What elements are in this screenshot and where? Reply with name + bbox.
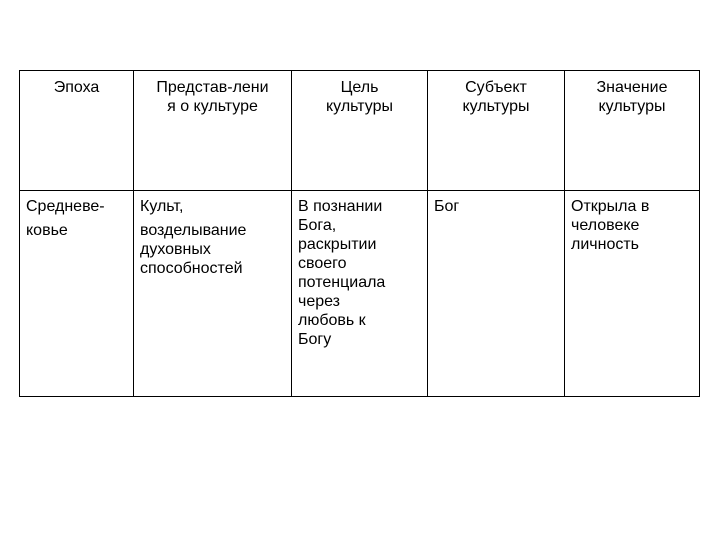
cell-goal-line-1: В познании: [298, 198, 383, 215]
header-meaning-line-2: культуры: [598, 98, 666, 115]
header-cell-meaning: [565, 71, 700, 191]
table-row: [20, 191, 700, 397]
cell-meaning-line-1: Открыла в: [571, 198, 650, 215]
header-epoch-text: Эпоха: [53, 79, 100, 96]
cell-goal-line-2: Бога,: [298, 217, 337, 234]
cell-goal-line-4: своего: [298, 255, 347, 272]
cell-representation-line-3: духовных: [140, 241, 211, 258]
header-representation-line-1: Представ-лени: [156, 79, 269, 96]
cell-representation-line-1: Культ,: [140, 198, 184, 215]
header-cell-subject: [428, 71, 565, 191]
cell-epoch-line-1: Средневе-: [26, 198, 105, 215]
cell-epoch: [20, 191, 134, 397]
culture-table: [19, 70, 700, 397]
cell-goal-line-3: раскрытии: [298, 236, 377, 253]
header-goal-line-1: Цель: [340, 79, 379, 96]
header-row: [20, 71, 700, 191]
cell-goal: [292, 191, 428, 397]
cell-representation-line-4: способностей: [140, 260, 243, 277]
cell-representation: [134, 191, 292, 397]
header-cell-goal: [292, 71, 428, 191]
header-cell-epoch: [20, 71, 134, 191]
cell-meaning-line-2: человеке: [571, 217, 640, 234]
cell-meaning: [565, 191, 700, 397]
header-subject-line-1: Субъект: [465, 79, 527, 96]
cell-goal-line-7: любовь к: [298, 312, 366, 329]
header-meaning-line-1: Значение: [596, 79, 668, 96]
cell-subject-line-1: Бог: [434, 198, 460, 215]
cell-goal-line-5: потенциала: [298, 274, 386, 291]
cell-epoch-line-2: ковье: [26, 222, 68, 239]
cell-goal-line-8: Богу: [298, 331, 332, 348]
cell-goal-line-6: через: [298, 293, 341, 310]
header-cell-representation: [134, 71, 292, 191]
cell-representation-line-2: возделывание: [140, 222, 247, 239]
cell-subject: [428, 191, 565, 397]
header-representation-line-2: я о культуре: [167, 98, 258, 115]
header-subject-line-2: культуры: [462, 98, 530, 115]
cell-meaning-line-3: личность: [571, 236, 640, 253]
header-goal-line-2: культуры: [326, 98, 393, 115]
